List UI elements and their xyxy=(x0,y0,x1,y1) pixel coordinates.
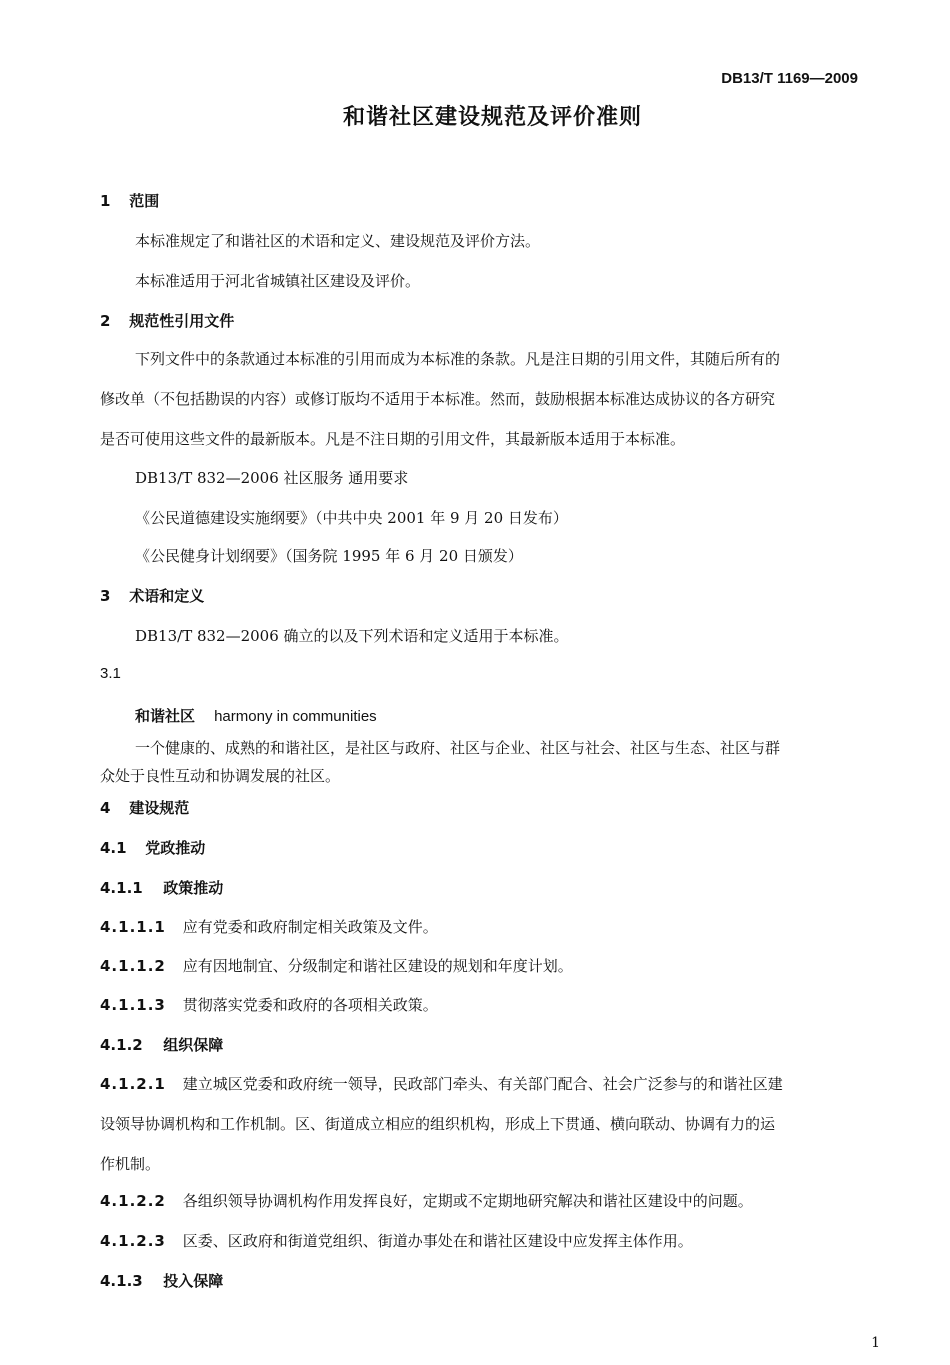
clause-number: 4.1.2.1 xyxy=(100,1075,166,1093)
definition-line: 众处于良性互动和协调发展的社区。 xyxy=(100,767,341,785)
clause-4-1-2-1 xyxy=(100,1073,783,1094)
clause-4-1-2-3 xyxy=(100,1230,693,1251)
document-title: 和谐社区建设规范及评价准则 xyxy=(342,105,642,130)
clause-number: 4.1.1.1 xyxy=(100,918,166,936)
clause-4-1-1-2 xyxy=(100,955,573,976)
page-number: 1 xyxy=(871,1335,880,1351)
definition-line: 一个健康的、成熟的和谐社区，是社区与政府、社区与企业、社区与社会、社区与生态、社区与群 xyxy=(135,739,781,757)
section-title: 建设规范 xyxy=(129,799,190,817)
section-title: 政策推动 xyxy=(163,879,224,897)
clause-number: 4.1.1.2 xyxy=(100,957,166,975)
standard-code: DB13/T 1169—2009 xyxy=(721,70,858,87)
section-4-heading xyxy=(100,797,189,818)
clause-text: 应有党委和政府制定相关政策及文件。 xyxy=(182,918,438,936)
section-title: 组织保障 xyxy=(163,1036,224,1054)
section-2-heading xyxy=(100,310,234,331)
paragraph: 本标准适用于河北省城镇社区建设及评价。 xyxy=(135,272,421,290)
paragraph-line: 是否可使用这些文件的最新版本。凡是不注日期的引用文件，其最新版本适用于本标准。 xyxy=(100,430,686,448)
reference-item: 《公民道德建设实施纲要》（中共中央 2001 年 9 月 20 日发布） xyxy=(135,509,568,527)
clause-number: 4.1.2.2 xyxy=(100,1192,166,1210)
section-number: 1 xyxy=(100,192,111,210)
section-title: 投入保障 xyxy=(163,1272,224,1290)
term-english: harmony in communities xyxy=(214,708,377,725)
term-chinese: 和谐社区 xyxy=(135,707,196,725)
clause-text: 贯彻落实党委和政府的各项相关政策。 xyxy=(182,996,438,1014)
clause-4-1-1-1 xyxy=(100,916,438,937)
subsection-4-1-3-heading xyxy=(100,1270,223,1291)
clause-number: 4.1.1.3 xyxy=(100,996,166,1014)
clause-continuation: 设领导协调机构和工作机制。区、街道成立相应的组织机构，形成上下贯通、横向联动、协调有力的运 xyxy=(100,1115,776,1133)
clause-text: 各组织领导协调机构作用发挥良好，定期或不定期地研究解决和谐社区建设中的问题。 xyxy=(182,1192,753,1210)
section-number: 4.1.1 xyxy=(100,879,143,897)
term-number: 3.1 xyxy=(100,665,121,682)
section-number: 2 xyxy=(100,312,111,330)
reference-item: DB13/T 832—2006 社区服务 通用要求 xyxy=(135,469,409,487)
clause-number: 4.1.2.3 xyxy=(100,1232,166,1250)
subsection-4-1-heading xyxy=(100,837,205,858)
section-title: 范围 xyxy=(129,192,160,210)
clause-text: 建立城区党委和政府统一领导，民政部门牵头、有关部门配合、社会广泛参与的和谐社区建 xyxy=(182,1075,783,1093)
subsection-4-1-2-heading xyxy=(100,1034,223,1055)
term-heading xyxy=(135,705,377,726)
section-1-heading xyxy=(100,190,159,211)
clause-4-1-2-2 xyxy=(100,1190,753,1211)
section-title: 规范性引用文件 xyxy=(129,312,235,330)
paragraph-line: 下列文件中的条款通过本标准的引用而成为本标准的条款。凡是注日期的引用文件，其随后所有的 xyxy=(135,350,781,368)
paragraph: DB13/T 832—2006 确立的以及下列术语和定义适用于本标准。 xyxy=(135,627,569,645)
clause-text: 应有因地制宜、分级制定和谐社区建设的规划和年度计划。 xyxy=(182,957,573,975)
section-title: 术语和定义 xyxy=(129,587,205,605)
section-3-heading xyxy=(100,585,204,606)
paragraph-line: 修改单（不包括勘误的内容）或修订版均不适用于本标准。然而，鼓励根据本标准达成协议的各方研究 xyxy=(100,390,776,408)
clause-continuation: 作机制。 xyxy=(100,1155,161,1173)
subsection-4-1-1-heading xyxy=(100,877,223,898)
section-number: 4.1 xyxy=(100,839,127,857)
section-number: 4.1.2 xyxy=(100,1036,143,1054)
section-number: 3 xyxy=(100,587,111,605)
section-title: 党政推动 xyxy=(145,839,206,857)
reference-item: 《公民健身计划纲要》（国务院 1995 年 6 月 20 日颁发） xyxy=(135,547,523,565)
section-number: 4 xyxy=(100,799,111,817)
paragraph: 本标准规定了和谐社区的术语和定义、建设规范及评价方法。 xyxy=(135,232,541,250)
clause-4-1-1-3 xyxy=(100,994,438,1015)
clause-text: 区委、区政府和街道党组织、街道办事处在和谐社区建设中应发挥主体作用。 xyxy=(182,1232,693,1250)
section-number: 4.1.3 xyxy=(100,1272,143,1290)
